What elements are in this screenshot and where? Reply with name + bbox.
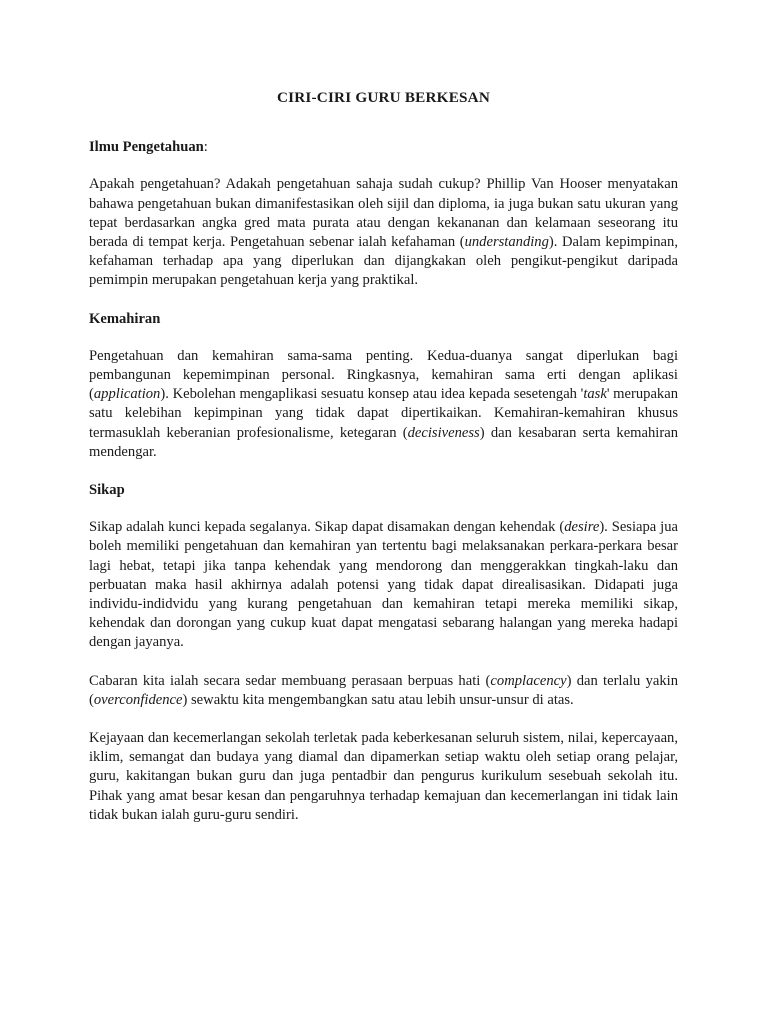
section-heading-sikap: Sikap (89, 482, 125, 499)
paragraph-italic-term: desire (564, 519, 600, 536)
paragraph-sikap-2 (89, 672, 678, 710)
paragraph-italic-term: application (93, 386, 161, 403)
paragraph-text: ). Dalam kepimpinan, kefahaman terhadap apa yang diperlukan dan dijangkakan oleh pengikut-pengikut daripada pemimpin merupakan pengetahuan kerja yang praktikal. (89, 234, 678, 289)
paragraph-italic-term: overconfidence (93, 691, 183, 708)
paragraph-text: ) dan terlalu yakin ( (89, 672, 678, 708)
section-heading-text: Ilmu Pengetahuan (89, 139, 204, 156)
section-heading-ilmu-pengetahuan (89, 138, 678, 157)
section-heading-kemahiran: Kemahiran (89, 310, 161, 327)
paragraph-text: Apakah pengetahuan? Adakah pengetahuan sahaja sudah cukup? Phillip Van Hooser menyatakan bahawa pengetahuan bukan dimanifestasikan oleh sijil dan diploma, ia juga bukan satu ukuran yang tepat berdasarkan angka gred mata purata atau dengan kekananan dan kelamaan seseorang itu berada di tempat kerja. Pengetahuan sebenar ialah kefahaman ( (89, 176, 678, 251)
paragraph-italic-term: decisiveness (407, 424, 480, 441)
paragraph-text: ). Kebolehan mengaplikasi sesuatu konsep atau idea kepada sesetengah ' (160, 386, 584, 403)
paragraph-text: ' merupakan satu kelebihan kepimpinan yang tidak dapat dipertikaikan. Kemahiran-kemahiran khusus termasuklah keberanian profesionalisme, ketegaran ( (89, 386, 678, 441)
paragraph-ilmu-pengetahuan (89, 175, 678, 290)
paragraph-text: ) dan kesabaran serta kemahiran mendengar. (89, 424, 678, 460)
paragraph-italic-term: task (583, 386, 607, 403)
paragraph-text: Kejayaan dan kecemerlangan sekolah terletak pada keberkesanan seluruh sistem, nilai, kepercayaan, iklim, semangat dan budaya yang diamal dan dipamerkan setiap waktu oleh setiap orang pelajar, guru, kakitangan bukan guru dan juga pentadbir dan pengurus kurikulum sesebuah sekolah itu. Pihak yang amat besar kesan dan pengaruhnya terhadap kemajuan dan kecemerlangan ini tidak lain tidak bukan ialah guru-guru sendiri. (89, 730, 678, 823)
document-page (89, 88, 678, 844)
paragraph-sikap-3 (89, 729, 678, 825)
paragraph-text: ) sewaktu kita mengembangkan satu atau lebih unsur-unsur di atas. (182, 691, 574, 708)
section-heading-colon: : (203, 139, 208, 156)
paragraph-sikap-1 (89, 518, 678, 652)
paragraph-text: Cabaran kita ialah secara sedar membuang perasaan berpuas hati ( (89, 672, 491, 689)
paragraph-text: Pengetahuan dan kemahiran sama-sama penting. Kedua-duanya sangat diperlukan bagi pembangunan kepemimpinan personal. Ringkasnya, kemahiran sama erti dengan aplikasi ( (89, 347, 678, 403)
paragraph-text: ). Sesiapa jua boleh memiliki pengetahuan dan kemahiran yan tertentu bagi melaksanakan perkara-perkara besar lagi hebat, tetapi jika tanpa kehendak yang mendorong dan menggerakkan tingkah-laku dan perbuatan maka hasil akhirnya adalah potensi yang tidak dapat direalisasikan. Didapati juga individu-indidvidu yang kurang pengetahuan dan kemahiran tetapi mereka memiliki sikap, kehendak dan dorongan yang cukup kuat dapat mengatasi sebarang halangan yang mereka hadapi dengan jayanya. (89, 519, 678, 651)
paragraph-italic-term: complacency (490, 672, 567, 689)
paragraph-italic-term: understanding (464, 234, 549, 251)
paragraph-kemahiran (89, 347, 678, 462)
document-title: CIRI-CIRI GURU BERKESAN (276, 89, 491, 106)
paragraph-text: Sikap adalah kunci kepada segalanya. Sikap dapat disamakan dengan kehendak ( (89, 519, 565, 536)
